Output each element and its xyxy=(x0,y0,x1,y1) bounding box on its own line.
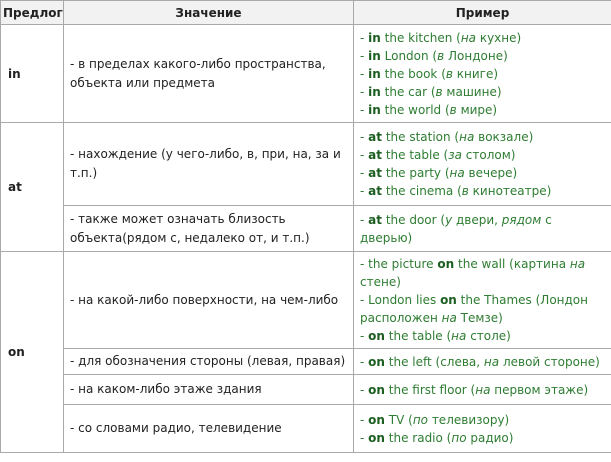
meaning-cell: - для обозначения стороны (левая, правая) xyxy=(64,349,354,375)
translation-word: по xyxy=(451,430,467,445)
example-text: the book ( xyxy=(380,66,446,81)
preposition-keyword: on xyxy=(368,430,385,445)
header-row xyxy=(1,1,611,25)
translation-word: в xyxy=(461,184,469,198)
translation-word: на xyxy=(459,130,475,144)
example-cell xyxy=(354,25,611,123)
example-cell xyxy=(354,405,611,453)
example-text: столе) xyxy=(466,329,511,343)
table-row xyxy=(1,206,611,252)
preposition-keyword: on xyxy=(368,329,385,343)
example-text: - xyxy=(360,329,369,343)
table-row xyxy=(1,123,611,206)
translation-word: рядом xyxy=(501,212,542,227)
example-line xyxy=(360,211,605,247)
preposition-keyword: on xyxy=(440,293,457,307)
translation-word: у xyxy=(445,212,453,227)
example-line xyxy=(360,381,605,399)
translation-word: на xyxy=(475,382,491,397)
example-line xyxy=(360,353,605,371)
example-line xyxy=(360,411,605,429)
example-text: мире) xyxy=(456,102,498,117)
example-cell xyxy=(354,375,611,405)
preposition-keyword: at xyxy=(368,184,382,198)
example-cell xyxy=(354,252,611,349)
example-text: the table ( xyxy=(382,148,449,162)
example-text: the left (слева, xyxy=(384,354,484,369)
meaning-cell: - в пределах какого-либо пространства, объекта или предмета xyxy=(64,25,354,123)
preposition-keyword: at xyxy=(368,166,382,180)
example-text: кинотеатре) xyxy=(468,184,552,198)
example-text: - xyxy=(360,84,369,99)
example-text: - the picture xyxy=(360,257,438,271)
preposition-keyword: at xyxy=(368,148,382,162)
example-text: the radio ( xyxy=(384,430,452,445)
example-text: стене) xyxy=(360,275,401,289)
table-row xyxy=(1,349,611,375)
example-line xyxy=(360,255,605,291)
example-text: первом этаже) xyxy=(490,382,589,397)
header-example: Пример xyxy=(354,1,611,25)
example-text: книге) xyxy=(452,66,499,81)
table-row xyxy=(1,25,611,123)
example-text: - xyxy=(360,382,369,397)
example-line xyxy=(360,128,605,146)
example-text: - xyxy=(360,30,369,45)
example-text: телевизору) xyxy=(428,412,510,427)
translation-word: на xyxy=(449,166,465,180)
example-line xyxy=(360,291,605,327)
example-text: с дверью) xyxy=(360,212,552,245)
example-text: the station ( xyxy=(382,130,460,144)
example-text: the first floor ( xyxy=(384,382,476,397)
example-line xyxy=(360,65,605,83)
example-text: the cinema ( xyxy=(382,184,462,198)
preposition-keyword: in xyxy=(368,66,381,81)
translation-word: в xyxy=(435,84,443,99)
preposition-keyword: in xyxy=(368,48,381,63)
example-line xyxy=(360,327,605,345)
meaning-cell: - нахождение (у чего-либо, в, при, на, за и т.п.) xyxy=(64,123,354,206)
example-line xyxy=(360,164,605,182)
example-text: - xyxy=(360,130,369,144)
example-line xyxy=(360,146,605,164)
example-text: машине) xyxy=(442,84,502,99)
translation-word: на xyxy=(451,329,467,343)
example-text: - xyxy=(360,184,369,198)
table-row xyxy=(1,252,611,349)
example-cell xyxy=(354,123,611,206)
table-row xyxy=(1,375,611,405)
preposition-keyword: in xyxy=(368,30,381,45)
example-cell xyxy=(354,206,611,252)
preposition-cell: at xyxy=(1,123,64,252)
example-text: the car ( xyxy=(380,84,436,99)
example-text: - xyxy=(360,148,369,162)
example-text: the world ( xyxy=(380,102,450,117)
example-line xyxy=(360,429,605,447)
meaning-cell: - также может означать близость объекта(рядом с, недалеко от, и т.п.) xyxy=(64,206,354,252)
meaning-cell: - со словами радио, телевидение xyxy=(64,405,354,453)
translation-word: на xyxy=(460,30,477,45)
translation-word: за xyxy=(448,148,462,162)
table-header xyxy=(1,1,611,25)
example-text: - xyxy=(360,66,369,81)
example-text: the wall (картина xyxy=(454,257,570,271)
translation-word: на xyxy=(483,354,500,369)
example-text: - xyxy=(360,412,369,427)
example-text: Темзе) xyxy=(456,311,503,325)
example-line xyxy=(360,83,605,101)
preposition-cell: in xyxy=(1,25,64,123)
translation-word: в xyxy=(449,102,457,117)
example-text: столом) xyxy=(461,148,516,162)
example-text: the door ( xyxy=(382,212,446,227)
translation-word: на xyxy=(441,311,457,325)
header-meaning: Значение xyxy=(64,1,354,25)
example-text: радио) xyxy=(466,430,514,445)
example-text: - London lies xyxy=(360,293,441,307)
translation-word: на xyxy=(569,257,586,271)
example-line xyxy=(360,29,605,47)
example-text: London ( xyxy=(380,48,438,63)
preposition-keyword: at xyxy=(368,212,382,227)
example-text: вечере) xyxy=(464,166,518,180)
example-text: the Thames (Лондон расположен xyxy=(360,293,588,325)
example-text: the table ( xyxy=(384,329,452,343)
preposition-keyword: on xyxy=(368,382,385,397)
meaning-cell: - на какой-либо поверхности, на чем-либо xyxy=(64,252,354,349)
example-text: - xyxy=(360,166,369,180)
preposition-keyword: on xyxy=(437,257,455,271)
example-text: - xyxy=(360,48,369,63)
translation-word: в xyxy=(437,48,445,63)
example-line xyxy=(360,101,605,119)
translation-word: по xyxy=(412,412,428,427)
preposition-keyword: at xyxy=(368,130,382,144)
example-text: кухне) xyxy=(476,30,522,45)
example-text: - xyxy=(360,354,369,369)
example-text: двери, xyxy=(452,212,502,227)
example-cell xyxy=(354,349,611,375)
header-preposition: Предлог xyxy=(1,1,64,25)
example-line xyxy=(360,182,605,200)
example-text: the kitchen ( xyxy=(380,30,461,45)
preposition-cell: on xyxy=(1,252,64,453)
example-text: Лондоне) xyxy=(444,48,508,63)
example-text: - xyxy=(360,430,369,445)
preposition-keyword: on xyxy=(368,412,385,427)
example-text: вокзале) xyxy=(474,130,534,144)
example-text: - xyxy=(360,102,369,117)
preposition-keyword: in xyxy=(368,102,381,117)
preposition-keyword: in xyxy=(368,84,381,99)
example-text: левой стороне) xyxy=(499,354,600,369)
meaning-cell: - на каком-либо этаже здания xyxy=(64,375,354,405)
example-line xyxy=(360,47,605,65)
table-body xyxy=(1,25,611,453)
example-text: TV ( xyxy=(384,412,413,427)
example-text: the party ( xyxy=(382,166,450,180)
example-text: - xyxy=(360,212,369,227)
table-row xyxy=(1,405,611,453)
preposition-keyword: on xyxy=(368,354,385,369)
translation-word: в xyxy=(445,66,453,81)
